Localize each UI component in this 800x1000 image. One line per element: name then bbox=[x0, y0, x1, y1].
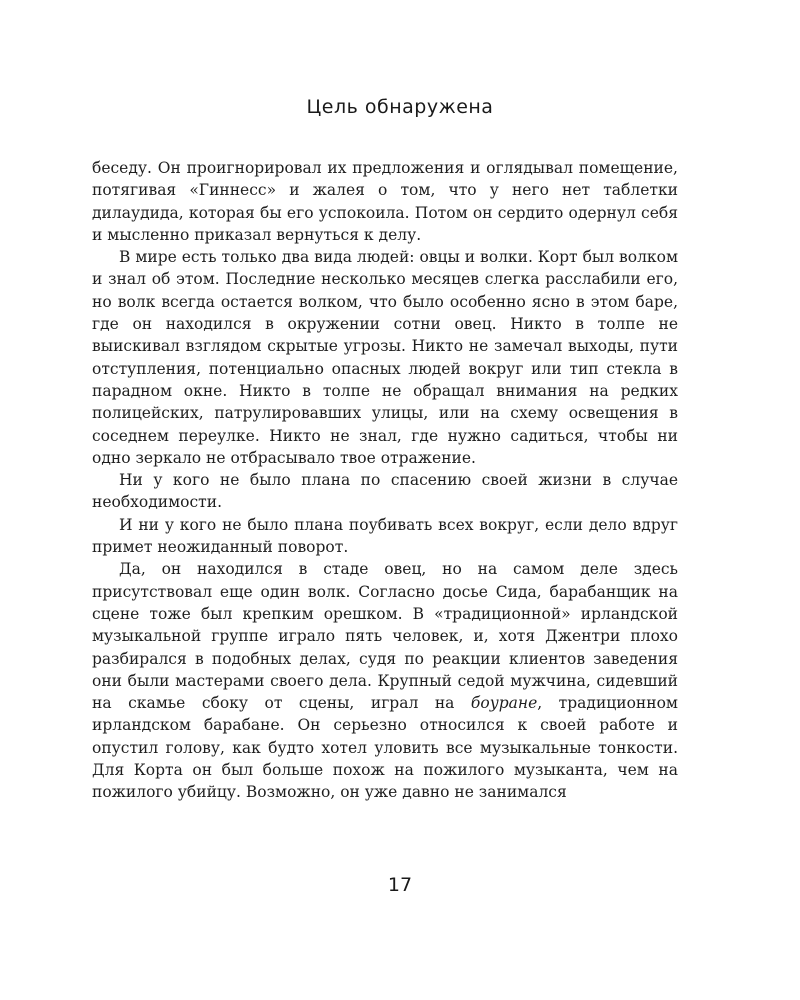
paragraph-2: В мире есть только два вида людей: овцы и волки. Корт был волком и знал об этом. Последние несколько месяцев слегка расслабили его, но волк всегда остается волком, что было особенно ясно в этом баре, где он находился в окружении сотни овец. Никто в толпе не выискивал взглядом скрытые угрозы. Никто не замечал выходы, пути отступления, потенциально опасных людей вокруг или тип стекла в парадном окне. Никто в толпе не обращал внимания на редких полицейских, патрулировавших улицы, или на схему освещения в соседнем переулке. Никто не знал, где нужно садиться, чтобы ни одно зеркало не отбрасывало твое отражение. bbox=[92, 248, 678, 467]
emphasized-term: боуране bbox=[470, 694, 538, 713]
paragraph-4: И ни у кого не было плана поубивать всех вокруг, если дело вдруг примет неожиданный поворот. bbox=[92, 515, 678, 557]
paragraph-5-text-before: Да, он находился в стаде овец, но на самом деле здесь присутствовал еще один волк. Согласно досье Сида, барабанщик на сцене тоже был крепким орешком. В «традиционной» ирландской музыкальной группе играло пять человек, и, хотя Джентри плохо разбирался в подобных делах, судя по реакции клиентов заведения они были мастерами своего дела. Крупный седой мужчина, сидевший на скамье сбоку от сцены, играл на bbox=[92, 560, 678, 713]
paragraph-5 bbox=[92, 558, 678, 803]
page-number: 17 bbox=[387, 874, 413, 896]
paragraph-5-text-after: , традиционном ирландском барабане. Он серьезно относился к своей работе и опустил голову, как будто хотел уловить все музыкальные тонкости. Для Корта он был больше похож на пожилого музыканта, чем на пожилого убийцу. Возможно, он уже давно не занимался bbox=[92, 694, 678, 802]
paragraph-1: беседу. Он проигнорировал их предложения и оглядывал помещение, потягивая «Гиннесс» и жалея о том, что у него нет таблетки дилаудида, которая бы его успокоила. Потом он сердито одернул себя и мысленно приказал вернуться к делу. bbox=[92, 159, 678, 244]
paragraph-3: Ни у кого не было плана по спасению своей жизни в случае необходимости. bbox=[92, 471, 678, 512]
body-text bbox=[92, 157, 678, 804]
running-title: Цель обнаружена bbox=[306, 96, 494, 118]
